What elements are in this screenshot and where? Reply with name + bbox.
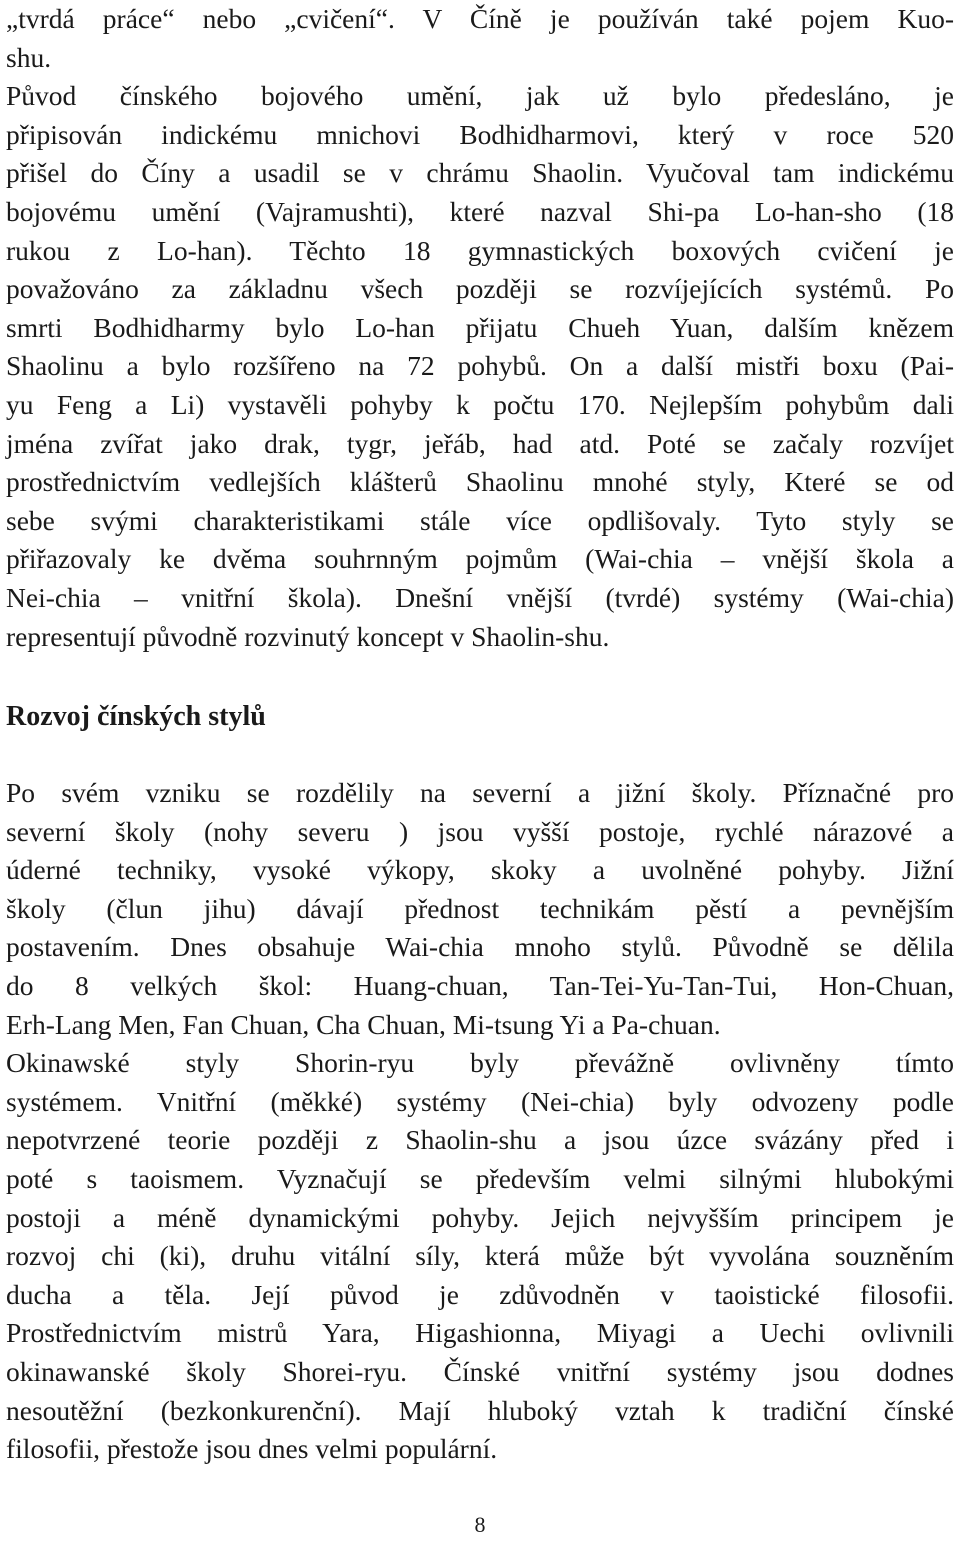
text-line: representují původně rozvinutý koncept v Shaolin-shu. xyxy=(6,620,610,652)
text-line: ducha a těla. Její původ je zdůvodněn v taoistické filosofii. xyxy=(6,1278,954,1310)
text-line: nepotvrzené teorie později z Shaolin-shu a jsou úzce svázány před i xyxy=(6,1124,954,1156)
text-line: postoji a méně dynamickými pohyby. Jejich nejvyšším principem je xyxy=(6,1201,954,1233)
text-line: Okinawské styly Shorin-ryu byly převážně ovlivněny tímto xyxy=(6,1047,954,1079)
text-line: Po svém vzniku se rozdělily na severní a jižní školy. Příznačné pro xyxy=(6,777,954,808)
text-line: Prostřednictvím mistrů Yara, Higashionna, Miyagi a Uechi ovlivnili xyxy=(6,1317,954,1349)
text-line: prostřednictvím vedlejších klášterů Shaolinu mnohé styly, Které se od xyxy=(6,466,954,498)
text-line: postavením. Dnes obsahuje Wai-chia mnoho stylů. Původně se dělila xyxy=(6,931,954,963)
text-line: považováno za základnu všech později se rozvíjejících systémů. Po xyxy=(6,273,954,305)
text-line: nesoutěžní (bezkonkurenční). Mají hluboký vztah k tradiční čínské xyxy=(6,1394,954,1426)
text-line: Nei-chia – vnitřní škola). Dnešní vnější (tvrdé) systémy (Wai-chia) xyxy=(6,581,954,613)
page-number: 8 xyxy=(474,1512,486,1537)
text-line: připisován indickému mnichovi Bodhidharmovi, který v roce 520 xyxy=(6,118,954,150)
section-heading: Rozvoj čínských stylů xyxy=(6,701,266,732)
text-line: Původ čínského bojového umění, jak už bylo předesláno, je xyxy=(6,80,954,112)
text-line: rukou z Lo-han). Těchto 18 gymnastických boxových cvičení je xyxy=(6,234,954,266)
text-line: přišel do Číny a usadil se v chrámu Shaolin. Vyučoval tam indickému xyxy=(6,157,954,189)
text-line: školy (člun jihu) dávají přednost technikám pěstí a pevnějším xyxy=(6,892,954,924)
paragraph-development xyxy=(6,774,954,1469)
text-line: shu. xyxy=(6,41,52,73)
text-line: filosofii, přestože jsou dnes velmi populární. xyxy=(6,1433,498,1465)
text-line: poté s taoismem. Vyznačují se především velmi silnými hlubokými xyxy=(6,1162,954,1194)
text-line: smrti Bodhidharmy bylo Lo-han přijatu Chueh Yuan, dalším knězem xyxy=(6,311,954,343)
paragraph-history xyxy=(6,0,954,656)
text-line: úderné techniky, vysoké výkopy, skoky a uvolněné pohyby. Jižní xyxy=(6,854,954,886)
text-line: „tvrdá práce“ nebo „cvičení“. V Číně je používán také pojem Kuo- xyxy=(6,3,954,34)
text-line: severní školy (nohy severu ) jsou vyšší postoje, rychlé nárazové a xyxy=(6,815,954,847)
text-line: sebe svými charakteristikami stále více opdlišovaly. Tyto styly se xyxy=(6,504,954,536)
text-line: přiřazovaly ke dvěma souhrnným pojmům (Wai-chia – vnější škola a xyxy=(6,543,954,575)
text-line: systémem. Vnitřní (měkké) systémy (Nei-chia) byly odvozeny podle xyxy=(6,1085,954,1117)
text-line: jména zvířat jako drak, tygr, jeřáb, had atd. Poté se začaly rozvíjet xyxy=(6,427,954,459)
text-line: okinawanské školy Shorei-ryu. Čínské vnitřní systémy jsou dodnes xyxy=(6,1355,954,1387)
text-line: do 8 velkých škol: Huang-chuan, Tan-Tei-Yu-Tan-Tui, Hon-Chuan, xyxy=(6,969,954,1001)
text-line: bojovému umění (Vajramushti), které nazval Shi-pa Lo-han-sho (18 xyxy=(6,195,954,227)
text-line: yu Feng a Li) vystavěli pohyby k počtu 170. Nejlepším pohybům dali xyxy=(6,388,954,420)
text-line: Shaolinu a bylo rozšířeno na 72 pohybů. On a další mistři boxu (Pai- xyxy=(6,350,954,382)
text-line: rozvoj chi (ki), druhu vitální síly, která může být vyvolána souzněním xyxy=(6,1240,954,1272)
text-line: Erh-Lang Men, Fan Chuan, Cha Chuan, Mi-tsung Yi a Pa-chuan. xyxy=(6,1008,721,1040)
